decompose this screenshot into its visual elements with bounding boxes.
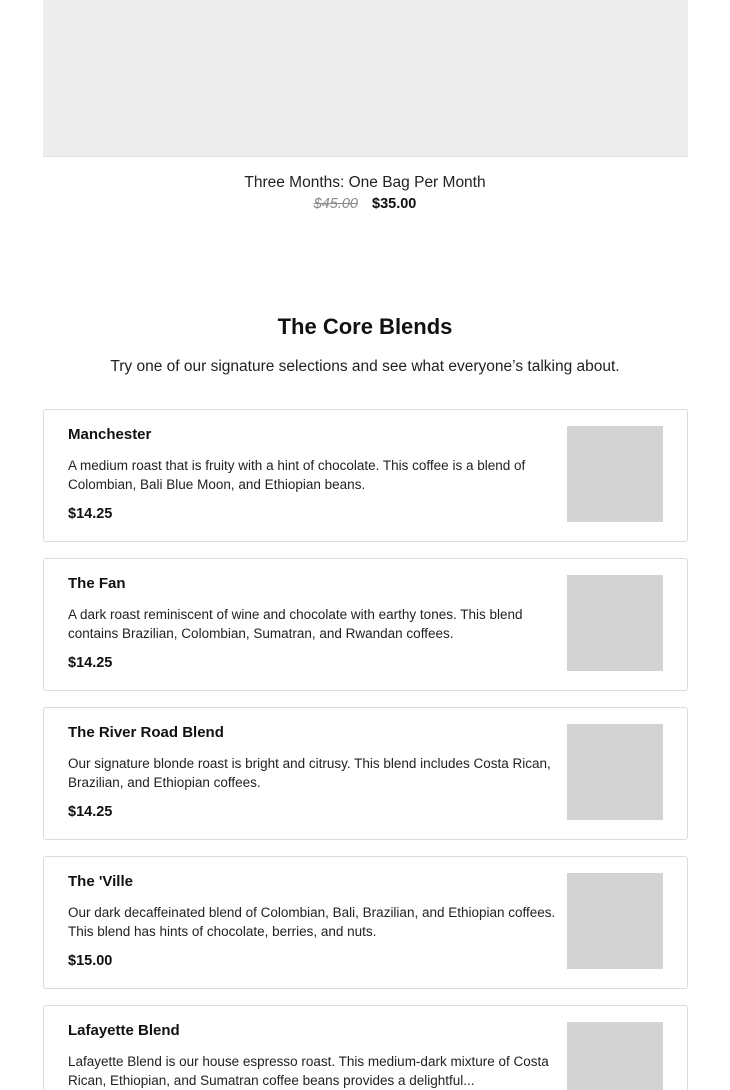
product-card-manchester[interactable] [43, 409, 688, 542]
product-price: $14.25 [68, 506, 113, 522]
product-image[interactable] [567, 426, 663, 522]
product-card-the-ville[interactable] [43, 856, 688, 989]
product-price: $14.25 [68, 804, 113, 820]
product-description: A dark roast reminiscent of wine and chocolate with earthy tones. This blend contains Brazilian, Colombian, Sumatran, and Rwandan coffees. [68, 607, 523, 641]
product-description: Our signature blonde roast is bright and citrusy. This blend includes Costa Rican, Brazilian, and Ethiopian coffees. [68, 756, 551, 790]
product-description: Lafayette Blend is our house espresso roast. This medium-dark mixture of Costa Rican, Ethiopian, and Sumatran coffee beans provides a delightful... [68, 1054, 549, 1088]
original-price: $45.00 [313, 196, 358, 212]
product-name[interactable]: The Fan [68, 575, 126, 592]
product-image[interactable] [567, 1022, 663, 1090]
product-card-the-fan[interactable] [43, 558, 688, 691]
product-name[interactable]: Manchester [68, 426, 152, 443]
product-price: $14.25 [68, 655, 113, 671]
featured-product-image[interactable] [43, 0, 688, 157]
product-card-river-road-blend[interactable] [43, 707, 688, 840]
featured-product-title[interactable]: Three Months: One Bag Per Month [244, 174, 486, 191]
product-list [43, 409, 688, 1090]
product-image[interactable] [567, 873, 663, 969]
featured-product-prices [0, 196, 730, 212]
product-name[interactable]: The River Road Blend [68, 724, 224, 741]
product-image[interactable] [567, 724, 663, 820]
product-description: Our dark decaffeinated blend of Colombian, Bali, Brazilian, and Ethiopian coffees. This blend has hints of chocolate, berries, and nuts. [68, 905, 556, 939]
product-name[interactable]: The 'Ville [68, 873, 133, 890]
product-card-lafayette-blend[interactable] [43, 1005, 688, 1090]
product-price: $15.00 [68, 953, 113, 969]
product-image[interactable] [567, 575, 663, 671]
product-name[interactable]: Lafayette Blend [68, 1022, 180, 1039]
product-description: A medium roast that is fruity with a hint of chocolate. This coffee is a blend of Colombian, Bali Blue Moon, and Ethiopian beans. [68, 458, 526, 492]
section-title: The Core Blends [277, 314, 453, 339]
section-subtitle: Try one of our signature selections and see what everyone’s talking about. [110, 358, 620, 375]
sale-price: $35.00 [372, 196, 417, 212]
